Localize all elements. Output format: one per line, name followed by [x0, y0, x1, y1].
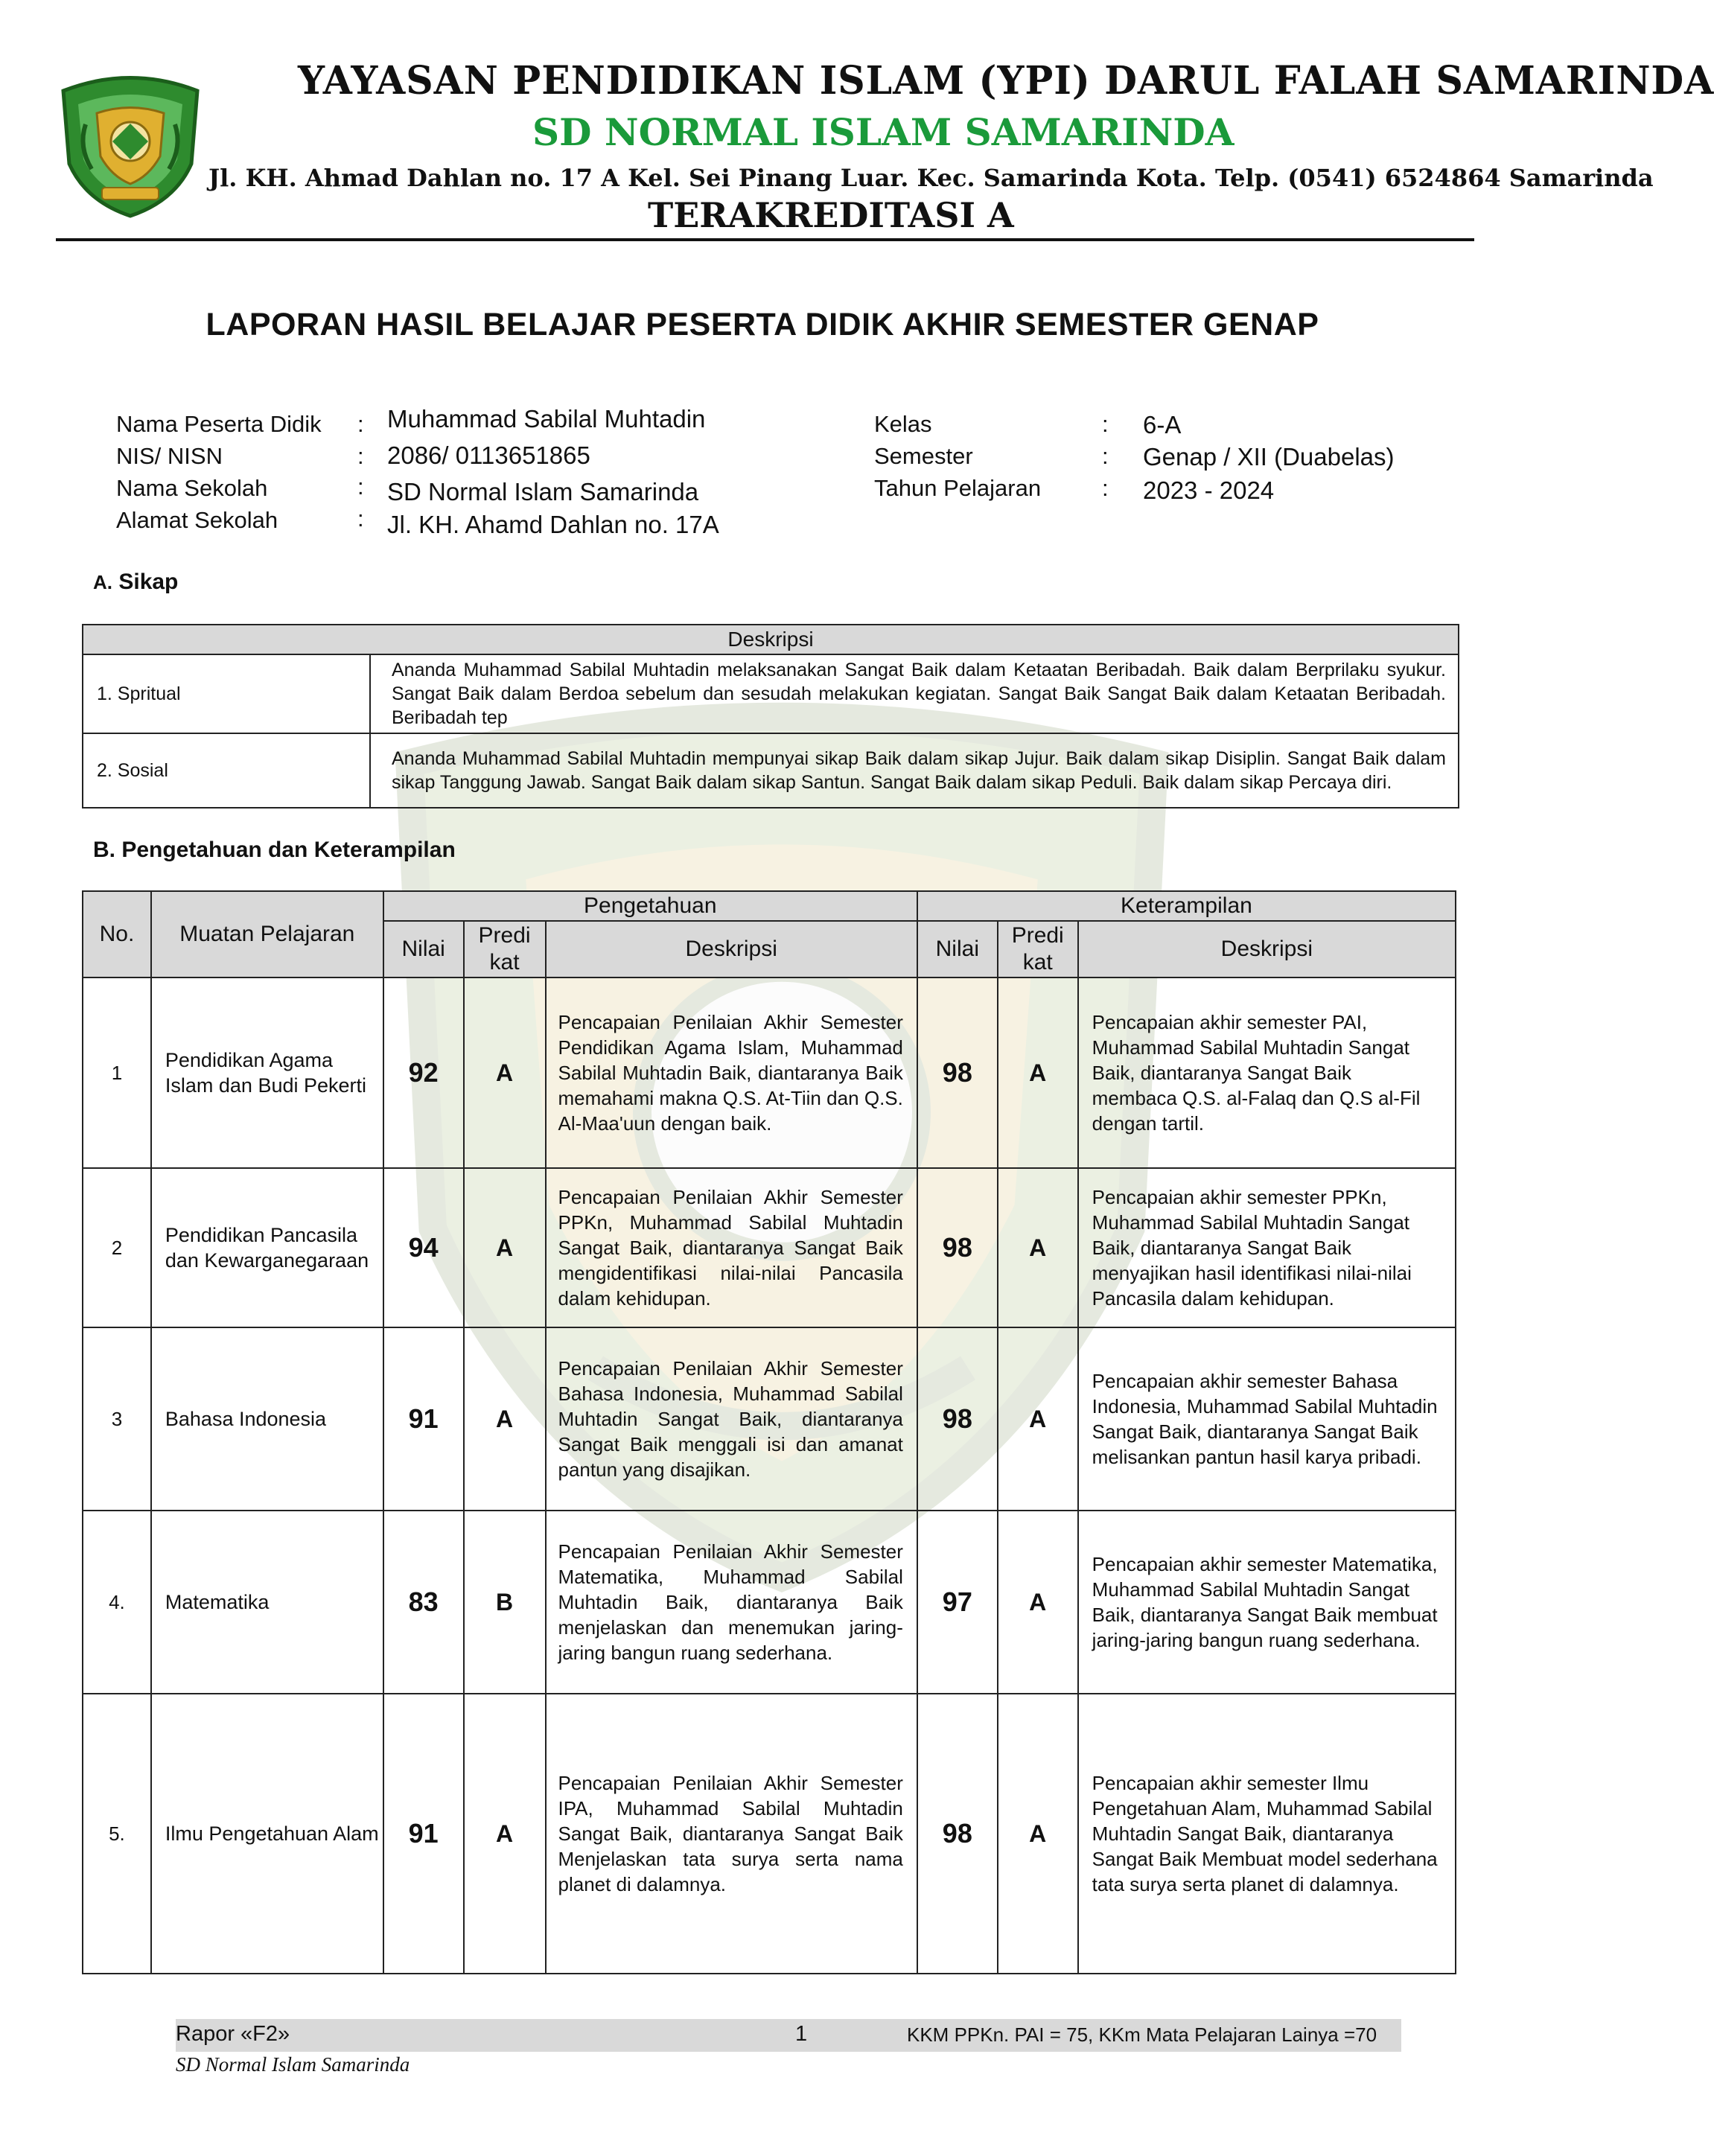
knowledge-predicate: A [464, 977, 546, 1168]
skill-predicate: A [998, 1511, 1078, 1694]
row-number: 2 [83, 1168, 151, 1327]
row-number: 1 [83, 977, 151, 1168]
skill-score: 97 [917, 1511, 998, 1694]
grades-table [82, 890, 1456, 1974]
subject-name: Pendidikan Pancasila dan Kewarganegaraan [151, 1168, 383, 1327]
attitude-description: Ananda Muhammad Sabilal Muhtadin melaksanakan Sangat Baik dalam Ketaatan Beribadah. Baik dalam Berprilaku syukur. Sangat Baik dalam Berdoa sebelum dan sesudah melakukan kegiatan. Sangat Baik Sangat Baik dalam Ketaatan Beribadah. Beribadah tep [370, 654, 1459, 733]
skill-description: Pencapaian akhir semester Bahasa Indonesia, Muhammad Sabilal Muhtadin Sangat Baik, diantaranya Sangat Baik melisankan pantun hasil karya pribadi. [1078, 1327, 1456, 1511]
knowledge-description: Pencapaian Penilaian Akhir Semester Pendidikan Agama Islam, Muhammad Sabilal Muhtadin Baik, diantaranya Baik memahami makna Q.S. At-Tiin dan Q.S. Al-Maa'uun dengan baik. [546, 977, 917, 1168]
skill-predicate: A [998, 977, 1078, 1168]
subject-name: Ilmu Pengetahuan Alam [151, 1694, 383, 1974]
colon: : [1102, 443, 1109, 469]
section-b-heading: B. Pengetahuan dan Keterampilan [93, 838, 456, 862]
value-school-address: Jl. KH. Ahamd Dahlan no. 17A [387, 511, 719, 538]
colon: : [1102, 411, 1109, 437]
page-number: 1 [795, 2022, 808, 2046]
skill-score: 98 [917, 1694, 998, 1974]
value-class: 6-A [1143, 411, 1182, 438]
header-predicate [464, 921, 546, 977]
knowledge-score: 91 [383, 1694, 464, 1974]
school-address: Jl. KH. Ahmad Dahlan no. 17 A Kel. Sei Pinang Luar. Kec. Samarinda Kota. Telp. (0541) 6524864 Samarinda [208, 164, 1654, 192]
label-nis: NIS/ NISN [116, 443, 223, 469]
table-row [83, 1168, 1456, 1327]
skill-predicate: A [998, 1168, 1078, 1327]
header-description: Deskripsi [1078, 921, 1456, 977]
footer-kkm-note: KKM PPKn. PAI = 75, KKm Mata Pelajaran Lainya =70 [907, 2023, 1377, 2046]
knowledge-predicate: B [464, 1511, 546, 1694]
table-row [83, 977, 1456, 1168]
header-score: Nilai [383, 921, 464, 977]
attitude-header: Deskripsi [83, 625, 1459, 654]
table-row [83, 733, 1459, 808]
knowledge-score: 92 [383, 977, 464, 1168]
label-class: Kelas [874, 411, 932, 437]
skill-score: 98 [917, 1327, 998, 1511]
table-row [83, 1511, 1456, 1694]
knowledge-predicate: A [464, 1694, 546, 1974]
knowledge-description: Pencapaian Penilaian Akhir Semester PPKn, Muhammad Sabilal Muhtadin Sangat Baik, diantaranya Sangat Baik mengidentifikasi nilai-nilai Pancasila dalam kehidupan. [546, 1168, 917, 1327]
subject-name: Pendidikan Agama Islam dan Budi Pekerti [151, 977, 383, 1168]
header-predicate-line2: kat [1022, 950, 1053, 975]
skill-description: Pencapaian akhir semester PPKn, Muhammad Sabilal Muhtadin Sangat Baik, diantaranya Sangat Baik menyajikan hasil identifikasi nilai-nilai Pancasila dalam kehidupan. [1078, 1168, 1456, 1327]
table-row [83, 1327, 1456, 1511]
header-no: No. [83, 891, 151, 977]
accreditation: TERAKREDITASI A [648, 195, 1014, 235]
header-knowledge: Pengetahuan [383, 891, 917, 921]
table-row [83, 654, 1459, 733]
skill-description: Pencapaian akhir semester Ilmu Pengetahuan Alam, Muhammad Sabilal Muhtadin Sangat Baik, diantaranya Sangat Baik Membuat model sederhana tata surya serta planet di dalamnya. [1078, 1694, 1456, 1974]
colon: : [357, 443, 364, 469]
school-crest-icon [56, 68, 205, 217]
table-row [83, 1694, 1456, 1974]
footer-school-name: SD Normal Islam Samarinda [176, 2053, 410, 2076]
section-a-prefix: A. [93, 571, 112, 593]
foundation-name: YAYASAN PENDIDIKAN ISLAM (YPI) DARUL FALAH SAMARINDA [298, 58, 1714, 103]
header-predicate [998, 921, 1078, 977]
row-number: 5. [83, 1694, 151, 1974]
knowledge-description: Pencapaian Penilaian Akhir Semester Bahasa Indonesia, Muhammad Sabilal Muhtadin Sangat Baik, diantaranya Sangat Baik menggali isi dan amanat pantun yang disajikan. [546, 1327, 917, 1511]
colon: : [357, 505, 364, 532]
label-school-name: Nama Sekolah [116, 475, 268, 501]
label-student-name: Nama Peserta Didik [116, 411, 322, 437]
value-academic-year: 2023 - 2024 [1143, 476, 1275, 504]
skill-description: Pencapaian akhir semester PAI, Muhammad Sabilal Muhtadin Sangat Baik, diantaranya Sangat Baik membaca Q.S. al-Falaq dan Q.S al-Fil dengan tartil. [1078, 977, 1456, 1168]
footer-rapor: Rapor «F2» [176, 2022, 290, 2046]
knowledge-score: 94 [383, 1168, 464, 1327]
school-name-heading: SD NORMAL ISLAM SAMARINDA [532, 110, 1234, 154]
attitude-label: 2. Sosial [83, 733, 370, 808]
row-number: 4. [83, 1511, 151, 1694]
skill-description: Pencapaian akhir semester Matematika, Muhammad Sabilal Muhtadin Sangat Baik, diantaranya Sangat Baik membuat jaring-jaring bangun ruang sederhana. [1078, 1511, 1456, 1694]
value-semester: Genap / XII (Duabelas) [1143, 443, 1395, 471]
letterhead-divider [56, 238, 1474, 241]
label-school-address: Alamat Sekolah [116, 507, 278, 533]
subject-name: Bahasa Indonesia [151, 1327, 383, 1511]
section-a-title: Sikap [118, 570, 179, 594]
skill-score: 98 [917, 1168, 998, 1327]
report-title: LAPORAN HASIL BELAJAR PESERTA DIDIK AKHIR SEMESTER GENAP [206, 307, 1319, 342]
knowledge-description: Pencapaian Penilaian Akhir Semester IPA, Muhammad Sabilal Muhtadin Sangat Baik, diantaranya Sangat Baik Menjelaskan tata surya serta nama planet di dalamnya. [546, 1694, 917, 1974]
knowledge-description: Pencapaian Penilaian Akhir Semester Matematika, Muhammad Sabilal Muhtadin Baik, diantaranya Baik menjelaskan dan menemukan jaring-jaring bangun ruang sederhana. [546, 1511, 917, 1694]
knowledge-predicate: A [464, 1327, 546, 1511]
attitude-label: 1. Spritual [83, 654, 370, 733]
subject-name: Matematika [151, 1511, 383, 1694]
label-semester: Semester [874, 443, 973, 469]
label-academic-year: Tahun Pelajaran [874, 475, 1042, 501]
header-predicate-line1: Predi [1011, 923, 1064, 948]
value-nis: 2086/ 0113651865 [387, 441, 590, 469]
colon: : [357, 411, 364, 437]
skill-predicate: A [998, 1694, 1078, 1974]
colon: : [357, 473, 364, 500]
knowledge-predicate: A [464, 1168, 546, 1327]
header-skills: Keterampilan [917, 891, 1456, 921]
colon: : [1102, 475, 1109, 501]
section-a-heading [93, 570, 178, 595]
header-score: Nilai [917, 921, 998, 977]
row-number: 3 [83, 1327, 151, 1511]
value-school-name: SD Normal Islam Samarinda [387, 478, 699, 505]
attitude-table [82, 624, 1459, 808]
knowledge-score: 91 [383, 1327, 464, 1511]
attitude-description: Ananda Muhammad Sabilal Muhtadin mempunyai sikap Baik dalam sikap Jujur. Baik dalam sikap Disiplin. Sangat Baik dalam sikap Tanggung Jawab. Sangat Baik dalam sikap Santun. Sangat Baik dalam sikap Peduli. Baik dalam sikap Percaya diri. [370, 733, 1459, 808]
skill-score: 98 [917, 977, 998, 1168]
knowledge-score: 83 [383, 1511, 464, 1694]
header-description: Deskripsi [546, 921, 917, 977]
value-student-name: Muhammad Sabilal Muhtadin [387, 405, 706, 433]
header-subject: Muatan Pelajaran [151, 891, 383, 977]
skill-predicate: A [998, 1327, 1078, 1511]
header-predicate-line2: kat [489, 950, 520, 975]
header-predicate-line1: Predi [478, 923, 531, 948]
